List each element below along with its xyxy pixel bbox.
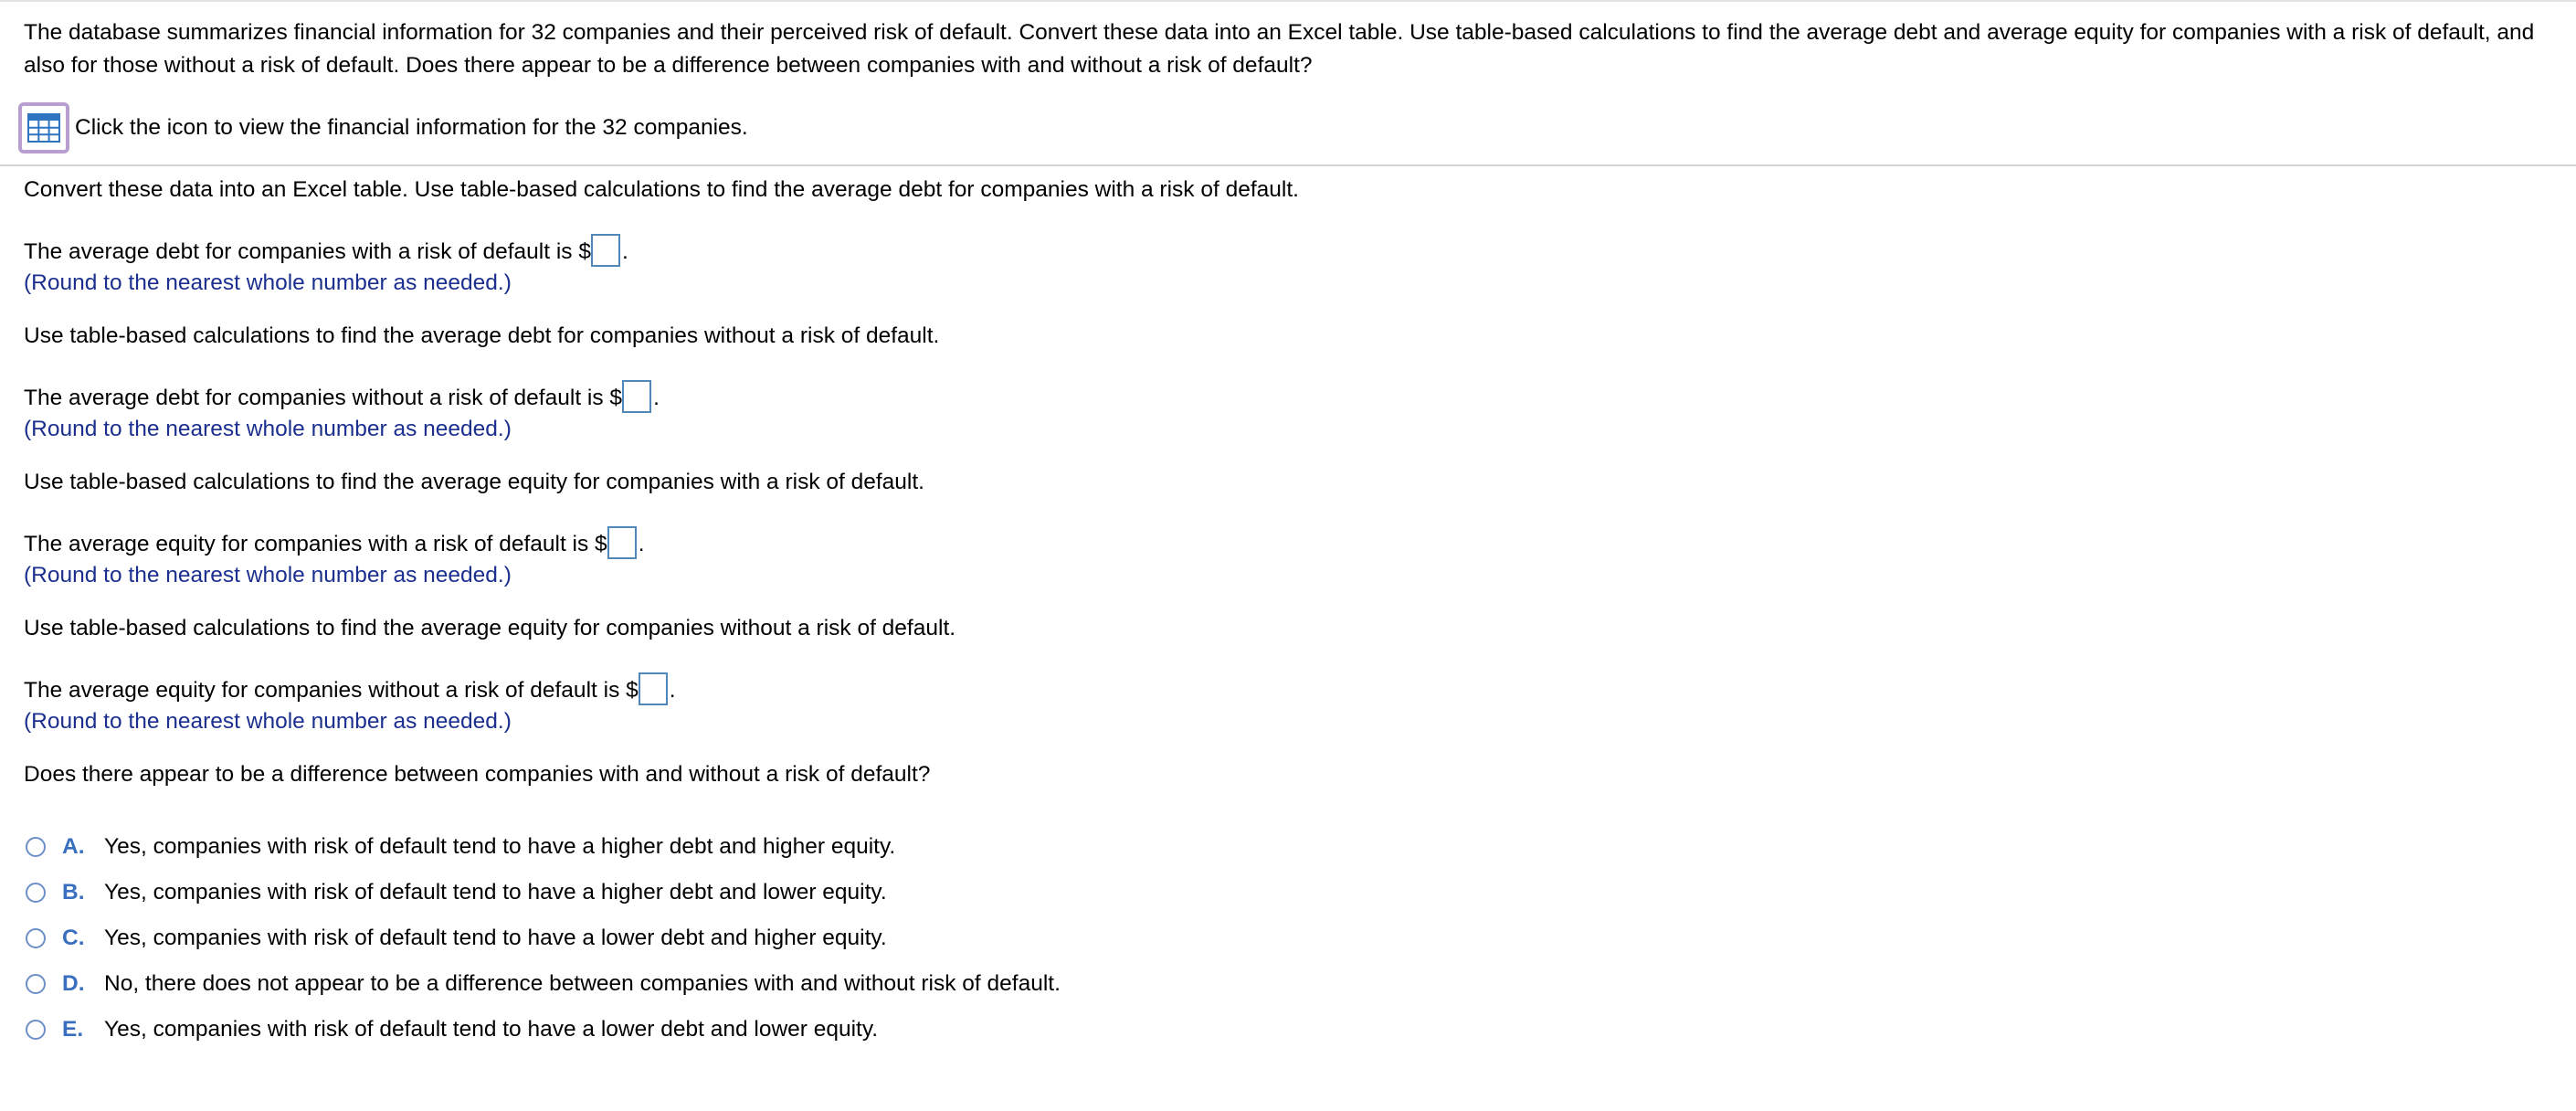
average-debt-risk-input[interactable] — [591, 234, 620, 267]
view-data-label: Click the icon to view the financial information for the 32 companies. — [75, 115, 748, 140]
option-b-letter: B. — [62, 880, 85, 905]
part-1-prompt: The average debt for companies with a risk of default is $ — [24, 239, 591, 264]
option-b-radio[interactable] — [26, 883, 46, 903]
question-intro: The database summarizes financial information for 32 companies and their perceived risk of default. Convert these data into an Excel table. Use table-based calculations to find the average debt and average equity for companies with a risk of default, and also for those without a risk of default. Does there appear to be a difference between companies with and without a risk of default? — [24, 20, 2535, 78]
part-1-instruction: Convert these data into an Excel table. Use table-based calculations to find the average debt for companies with a risk of default. — [24, 177, 1299, 202]
part-3-prompt-line — [24, 526, 645, 559]
part-2-hint: (Round to the nearest whole number as needed.) — [24, 417, 512, 441]
option-a-text: Yes, companies with risk of default tend to have a higher debt and higher equity. — [104, 834, 896, 859]
part-2-prompt: The average debt for companies without a risk of default is $ — [24, 386, 623, 410]
option-e-text: Yes, companies with risk of default tend to have a lower debt and lower equity. — [104, 1017, 879, 1042]
part-1-prompt-line — [24, 234, 628, 267]
part-4-instruction: Use table-based calculations to find the average equity for companies without a risk of default. — [24, 616, 956, 640]
average-debt-no-risk-input[interactable] — [622, 380, 651, 413]
part-3-suffix: . — [638, 532, 645, 556]
option-d-radio[interactable] — [26, 974, 46, 994]
option-c[interactable] — [26, 922, 887, 955]
option-c-radio[interactable] — [26, 928, 46, 948]
part-3-hint: (Round to the nearest whole number as needed.) — [24, 563, 512, 587]
option-c-letter: C. — [62, 926, 85, 950]
part-1-suffix: . — [622, 239, 628, 264]
section-divider — [0, 164, 2576, 166]
part-2-prompt-line — [24, 380, 660, 413]
average-equity-no-risk-input[interactable] — [639, 672, 668, 705]
option-e-radio[interactable] — [26, 1020, 46, 1040]
part-4-hint: (Round to the nearest whole number as needed.) — [24, 709, 512, 734]
option-a-radio[interactable] — [26, 837, 46, 857]
option-d-text: No, there does not appear to be a difference between companies with and without risk of default. — [104, 971, 1061, 996]
option-d-letter: D. — [62, 971, 85, 996]
option-b[interactable] — [26, 876, 887, 909]
option-e[interactable] — [26, 1013, 878, 1046]
option-b-text: Yes, companies with risk of default tend to have a higher debt and lower equity. — [104, 880, 887, 905]
part-4-prompt-line — [24, 672, 676, 705]
part-2-instruction: Use table-based calculations to find the average debt for companies without a risk of default. — [24, 323, 940, 348]
option-e-letter: E. — [62, 1017, 84, 1042]
part-3-prompt: The average equity for companies with a risk of default is $ — [24, 532, 607, 556]
average-equity-risk-input[interactable] — [607, 526, 637, 559]
part-4-prompt: The average equity for companies without a risk of default is $ — [24, 678, 639, 703]
part-3-instruction: Use table-based calculations to find the average equity for companies with a risk of default. — [24, 470, 924, 494]
option-a[interactable] — [26, 831, 895, 863]
data-link-row — [18, 99, 748, 157]
option-a-letter: A. — [62, 834, 85, 859]
part-2-suffix: . — [653, 386, 660, 410]
top-divider — [0, 0, 2576, 2]
part-1-hint: (Round to the nearest whole number as needed.) — [24, 270, 512, 295]
option-d[interactable] — [26, 968, 1061, 1000]
view-data-button[interactable] — [18, 102, 69, 153]
difference-question: Does there appear to be a difference between companies with and without a risk of default? — [24, 762, 931, 787]
option-c-text: Yes, companies with risk of default tend to have a lower debt and higher equity. — [104, 926, 887, 950]
table-grid-icon — [27, 113, 60, 143]
part-4-suffix: . — [669, 678, 676, 703]
